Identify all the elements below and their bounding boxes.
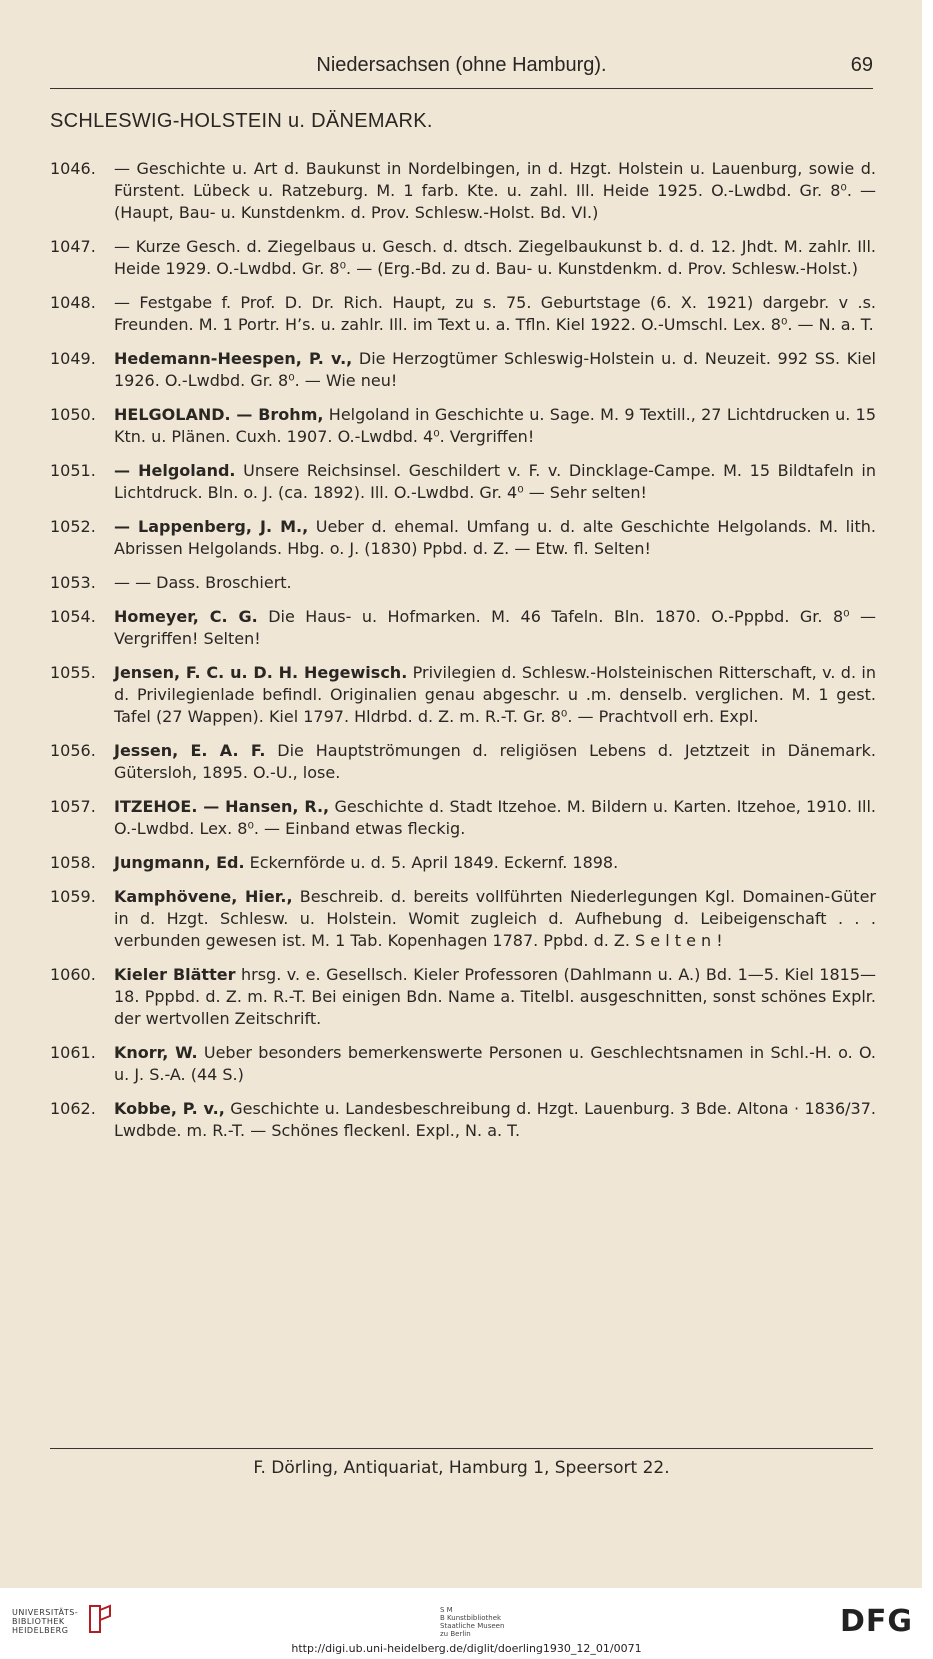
entry-number: 1048. [50,293,96,312]
entry-number: 1051. [50,461,96,480]
entry-author: Homeyer, C. G. [114,607,258,626]
entry-text: Unsere Reichsinsel. Geschildert v. F. v. Dincklage-Campe. M. 15 Bildtafeln in Lichtdruck. Bln. o. J. (ca. 1892). Ill. O.-Lwdbd. Gr. 4⁰ — Sehr selten! [114,461,877,502]
entry-author: Jungmann, Ed. [114,853,245,872]
entry-number: 1058. [50,853,96,872]
entry-text: Die Herzogtümer Schleswig-Holstein u. d. Neuzeit. 992 SS. Kiel 1926. O.-Lwdbd. Gr. 8⁰. — Wie neu! [114,349,877,390]
entry-text: Beschreib. d. bereits vollführten Niederlegungen Kgl. Domainen-Güter in d. Hzgt. Schlesw. u. Holstein. Womit zugleich d. Aufhebung d. Leibeigenschaft . . . verbunden gewesen ist. M. 1 Tab. Kopenhagen 1787. Ppbd. d. Z. S e l t e n ! [114,887,877,950]
smb-logo-line: B Kunstbibliothek [440,1614,502,1622]
running-header [50,54,873,89]
entry-number: 1050. [50,405,96,424]
catalog-entry [50,740,876,784]
entry-author: ITZEHOE. — Hansen, R., [114,797,330,816]
page-number: 69 [850,54,873,76]
catalog-entry [50,662,876,728]
uni-logo-line: BIBLIOTHEK [12,1617,65,1626]
entry-text: Helgoland in Geschichte u. Sage. M. 9 Textill., 27 Lichtdrucken u. 15 Ktn. u. Plänen. Cuxh. 1907. O.-Lwdbd. 4⁰. Vergriffen! [114,405,877,446]
catalog-entry [50,460,876,504]
entry-number: 1060. [50,965,96,984]
catalog-entry [50,404,876,448]
entry-text: Ueber d. ehemal. Umfang u. d. alte Geschichte Helgolands. M. lith. Abrissen Helgolands. Hbg. o. J. (1830) Ppbd. d. Z. — Etw. fl. Selten! [114,517,877,558]
entry-author: Kieler Blätter [114,965,236,984]
catalog-entry [50,572,876,594]
catalog-entry [50,964,876,1030]
smb-logo-line: Staatliche Museen [440,1622,505,1630]
entry-text: hrsg. v. e. Gesellsch. Kieler Professoren (Dahlmann u. A.) Bd. 1—5. Kiel 1815—18. Pppbd. d. Z. m. R.-T. Bei einigen Bdn. Name a. Titelbl. ausgeschnitten, sonst schönes Explr. der wertvollen Zeitschrift. [114,965,877,1028]
entry-text: Die Hauptströmungen d. religiösen Lebens d. Jetztzeit in Dänemark. Gütersloh, 1895. O.-U., lose. [114,741,877,782]
entry-text: Ueber besonders bemerkenswerte Personen u. Geschlechtsnamen in Schl.-H. o. O. u. J. S.-A. (44 S.) [114,1043,877,1084]
entry-text: — Kurze Gesch. d. Ziegelbaus u. Gesch. d. dtsch. Ziegelbaukunst b. d. d. 12. Jhdt. M. zahlr. Ill. Heide 1929. O.-Lwdbd. Gr. 8⁰. — (Erg.-Bd. zu d. Bau- u. Kunstdenkm. d. Prov. Schlesw.-Holst.) [114,237,876,278]
entry-text: — — Dass. Broschiert. [114,573,292,592]
entry-number: 1049. [50,349,96,368]
entry-number: 1055. [50,663,96,682]
catalog-entry [50,796,876,840]
entry-author: Knorr, W. [114,1043,198,1062]
smb-kunstbibliothek-logo[interactable] [440,1606,504,1638]
catalog-entry [50,1098,876,1142]
entry-author: Kobbe, P. v., [114,1099,225,1118]
footer-divider [50,1448,873,1449]
entry-number: 1062. [50,1099,96,1118]
entry-number: 1052. [50,517,96,536]
catalog-entry [50,292,876,336]
entry-author: Jensen, F. C. u. D. H. Hegewisch. [114,663,408,682]
catalog-entry [50,236,876,280]
entry-number: 1053. [50,573,96,592]
smb-logo-line: zu Berlin [440,1630,471,1638]
catalog-entry [50,158,876,224]
entry-number: 1057. [50,797,96,816]
uni-logo-line: UNIVERSITÄTS- [12,1608,79,1617]
entry-author: Jessen, E. A. F. [114,741,266,760]
uni-logo-line: HEIDELBERG [12,1626,69,1635]
entry-author: Hedemann-Heespen, P. v., [114,349,353,368]
entry-number: 1056. [50,741,96,760]
entry-number: 1046. [50,159,96,178]
uni-heidelberg-mark-icon [86,1604,112,1634]
catalog-entry [50,348,876,392]
entry-author: — Lappenberg, J. M., [114,517,309,536]
catalog-entry [50,606,876,650]
catalog-entry [50,852,876,874]
permalink-url[interactable]: http://digi.ub.uni-heidelberg.de/diglit/doerling1930_12_01/0071 [291,1642,642,1655]
entry-number: 1059. [50,887,96,906]
smb-logo-line: S M [440,1606,453,1614]
catalog-entry [50,516,876,560]
entry-number: 1061. [50,1043,96,1062]
catalog-entries [50,158,876,1154]
entry-text: Privilegien d. Schlesw.-Holsteinischen Ritterschaft, v. d. in d. Privilegienlade befindl. Originalien genau abgeschr. u .m. denselb. verglichen. M. 1 gest. Tafel (27 Wappen). Kiel 1797. Hldrbd. d. Z. m. R.-T. Gr. 8⁰. — Prachtvoll erh. Expl. [114,663,877,726]
entry-text: — Festgabe f. Prof. D. Dr. Rich. Haupt, zu s. 75. Geburtstage (6. X. 1921) dargebr. v .s. Freunden. M. 1 Portr. H’s. u. zahlr. Ill. im Text u. a. Tfln. Kiel 1922. O.-Umschl. Lex. 8⁰. — N. a. T. [114,293,876,334]
entry-author: HELGOLAND. — Brohm, [114,405,324,424]
catalog-entry [50,1042,876,1086]
section-title: SCHLESWIG-HOLSTEIN u. DÄNEMARK. [50,110,433,132]
entry-text: Geschichte u. Landesbeschreibung d. Hzgt. Lauenburg. 3 Bde. Altona · 1836/37. Lwdbde. m. R.-T. — Schönes fleckenl. Expl., N. a. T. [114,1099,876,1140]
entry-number: 1054. [50,607,96,626]
entry-number: 1047. [50,237,96,256]
dfg-logo[interactable]: DFG [839,1604,913,1639]
university-library-logo[interactable] [12,1608,78,1635]
entry-text: Die Haus- u. Hofmarken. M. 46 Tafeln. Bln. 1870. O.-Pppbd. Gr. 8⁰ — Vergriffen! Selten! [114,607,876,648]
catalog-entry [50,886,876,952]
entry-author: — Helgoland. [114,461,236,480]
entry-text: Eckernförde u. d. 5. April 1849. Eckernf. 1898. [244,853,619,872]
entry-text: Geschichte d. Stadt Itzehoe. M. Bildern u. Karten. Itzehoe, 1910. Ill. O.-Lwdbd. Lex. 8⁰. — Einband etwas fleckig. [114,797,876,838]
entry-text: — Geschichte u. Art d. Baukunst in Nordelbingen, in d. Hzgt. Holstein u. Lauenburg, sowie d. Fürstent. Lübeck u. Ratzeburg. M. 1 farb. Kte. u. zahl. Ill. Heide 1925. O.-Lwdbd. Gr. 8⁰. — (Haupt, Bau- u. Kunstdenkm. d. Prov. Schlesw.-Holst. Bd. VI.) [114,159,876,222]
header-title: Niedersachsen (ohne Hamburg). [316,54,607,76]
footer-imprint: F. Dörling, Antiquariat, Hamburg 1, Speersort 22. [253,1458,670,1478]
entry-author: Kamphövene, Hier., [114,887,293,906]
